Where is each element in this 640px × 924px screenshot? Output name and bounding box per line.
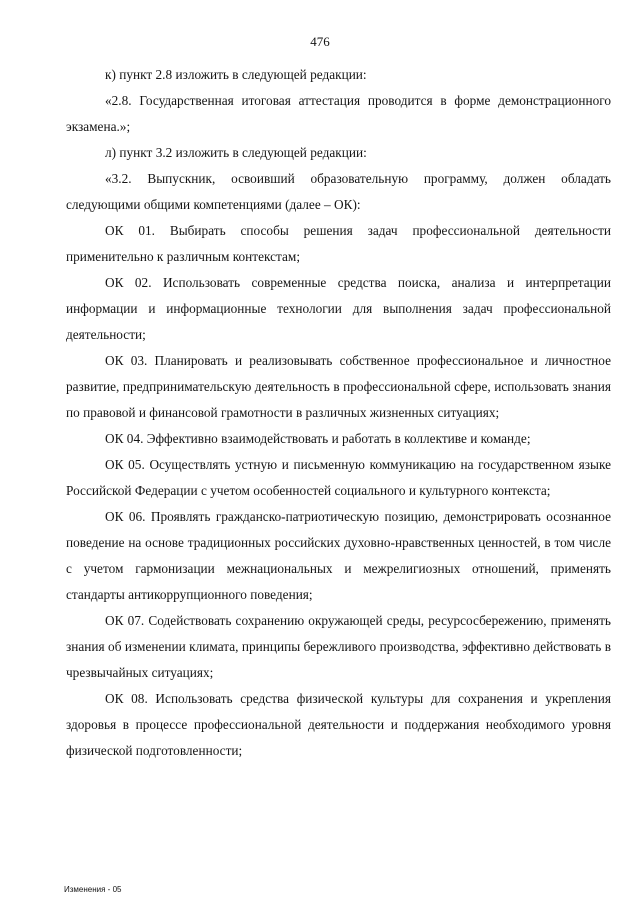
paragraph-3-2: «3.2. Выпускник, освоивший образовательную программу, должен обладать следующими общими компетенциями (далее – ОК): [66, 171, 611, 212]
paragraph-2-8: «2.8. Государственная итоговая аттестация проводится в форме демонстрационного экзамена.»; [66, 93, 611, 134]
paragraph-l: л) пункт 3.2 изложить в следующей редакции: [105, 145, 367, 160]
footer-revision-note: Изменения - 05 [64, 885, 122, 894]
paragraph-ok-05: ОК 05. Осуществлять устную и письменную коммуникацию на государственном языке Российской Федерации с учетом особенностей социального и культурного контекста; [66, 457, 611, 498]
document-body [66, 62, 611, 764]
page-number: 476 [310, 34, 330, 49]
paragraph-ok-02: ОК 02. Использовать современные средства поиска, анализа и интерпретации информации и информационные технологии для выполнения задач профессиональной деятельности; [66, 275, 611, 342]
paragraph-ok-08: ОК 08. Использовать средства физической культуры для сохранения и укрепления здоровья в процессе профессиональной деятельности и поддержания необходимого уровня физической подготовленности; [66, 691, 611, 758]
paragraph-k: к) пункт 2.8 изложить в следующей редакции: [105, 67, 367, 82]
paragraph-ok-06: ОК 06. Проявлять гражданско-патриотическую позицию, демонстрировать осознанное поведение на основе традиционных российских духовно-нравственных ценностей, в том числе с учетом гармонизации межнациональных и межрелигиозных отношений, применять стандарты антикоррупционного поведения; [66, 509, 611, 602]
paragraph-ok-03: ОК 03. Планировать и реализовывать собственное профессиональное и личностное развитие, предпринимательскую деятельность в профессиональной сфере, использовать знания по правовой и финансовой грамотности в различных жизненных ситуациях; [66, 353, 611, 420]
paragraph-ok-04: ОК 04. Эффективно взаимодействовать и работать в коллективе и команде; [105, 431, 531, 446]
paragraph-ok-07: ОК 07. Содействовать сохранению окружающей среды, ресурсосбережению, применять знания об изменении климата, принципы бережливого производства, эффективно действовать в чрезвычайных ситуациях; [66, 613, 611, 680]
paragraph-ok-01: ОК 01. Выбирать способы решения задач профессиональной деятельности применительно к различным контекстам; [66, 223, 611, 264]
